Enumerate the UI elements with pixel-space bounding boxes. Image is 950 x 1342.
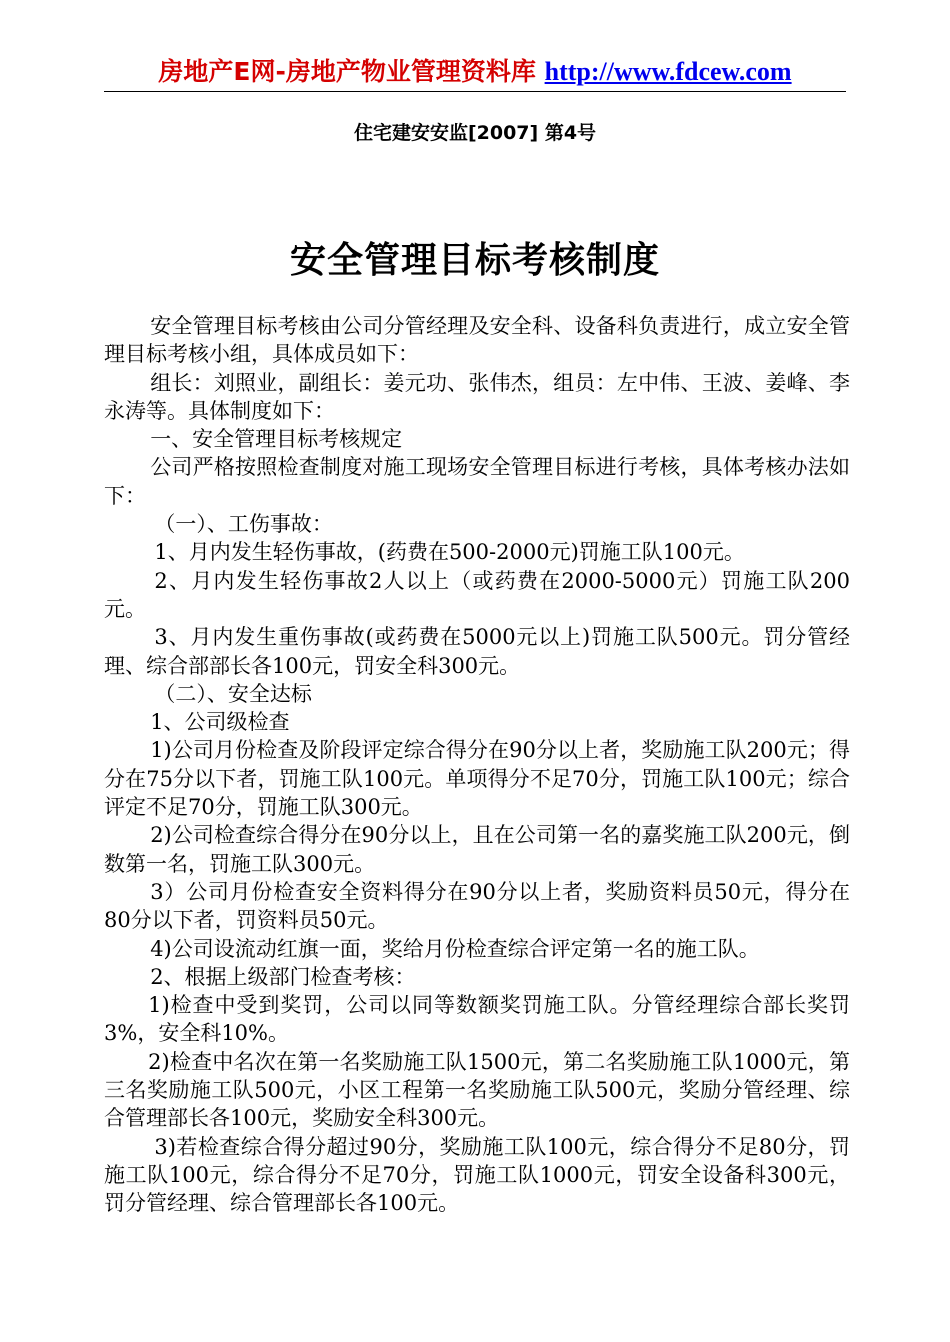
list-item: 2)检查中名次在第一名奖励施工队1500元，第二名奖励施工队1000元，第三名奖励施工队500元，小区工程第一名奖励施工队500元，奖励分管经理、综合管理部长各100元，奖励安全科300元。 [104, 1049, 850, 1131]
paragraph: 组长：刘照业，副组长：姜元功、张伟杰，组员：左中伟、王波、姜峰、李永涛等。具体制度如下： [104, 370, 850, 423]
site-url-link[interactable]: http://www.fdcew.com [544, 57, 792, 86]
list-item: 2、月内发生轻伤事故2人以上（或药费在2000-5000元）罚施工队200元。 [104, 568, 850, 621]
list-item: 1、月内发生轻伤事故，(药费在500-2000元)罚施工队100元。 [154, 540, 745, 565]
list-item: 4)公司设流动红旗一面，奖给月份检查综合评定第一名的施工队。 [150, 936, 760, 961]
subsection-heading: （一）、工伤事故： [154, 512, 333, 537]
library-name: 房地产物业管理资料库 [285, 57, 536, 86]
list-item: 3)若检查综合得分超过90分，奖励施工队100元，综合得分不足80分，罚施工队100元，综合得分不足70分，罚施工队1000元，罚安全设备科300元，罚分管经理、综合管理部长各100元。 [104, 1134, 850, 1216]
list-item: 1)检查中受到奖罚，公司以同等数额奖罚施工队。分管经理综合部长奖罚3%，安全科10%。 [104, 993, 850, 1046]
list-item: 2、根据上级部门检查考核： [150, 964, 416, 989]
paragraph: 公司严格按照检查制度对施工现场安全管理目标进行考核，具体考核办法如下： [104, 455, 850, 508]
paragraph: 安全管理目标考核由公司分管经理及安全科、设备科负责进行，成立安全管理目标考核小组，具体成员如下： [104, 314, 850, 367]
subsection-heading: （二）、安全达标 [154, 681, 312, 706]
document-title: 安全管理目标考核制度 [289, 240, 660, 281]
document-body [104, 312, 850, 1218]
site-name: 房地产E网 [158, 57, 276, 86]
page-header [104, 54, 846, 90]
list-item: 3、月内发生重伤事故(或药费在5000元以上)罚施工队500元。罚分管经理、综合部部长各100元，罚安全科300元。 [104, 625, 850, 678]
header-separator: - [275, 57, 286, 86]
list-item: 1、公司级检查 [150, 710, 290, 735]
list-item: 2)公司检查综合得分在90分以上，且在公司第一名的嘉奖施工队200元，倒数第一名，罚施工队300元。 [104, 823, 850, 876]
header-divider [104, 91, 846, 92]
section-heading: 一、安全管理目标考核规定 [150, 427, 403, 452]
document-number: 住宅建安安监[2007] 第4号 [353, 122, 597, 144]
list-item: 3）公司月份检查安全资料得分在90分以上者，奖励资料员50元，得分在80分以下者，罚资料员50元。 [104, 879, 850, 933]
list-item: 1)公司月份检查及阶段评定综合得分在90分以上者，奖励施工队200元；得分在75分以下者，罚施工队100元。单项得分不足70分，罚施工队100元；综合评定不足70分，罚施工队300元。 [104, 738, 850, 820]
